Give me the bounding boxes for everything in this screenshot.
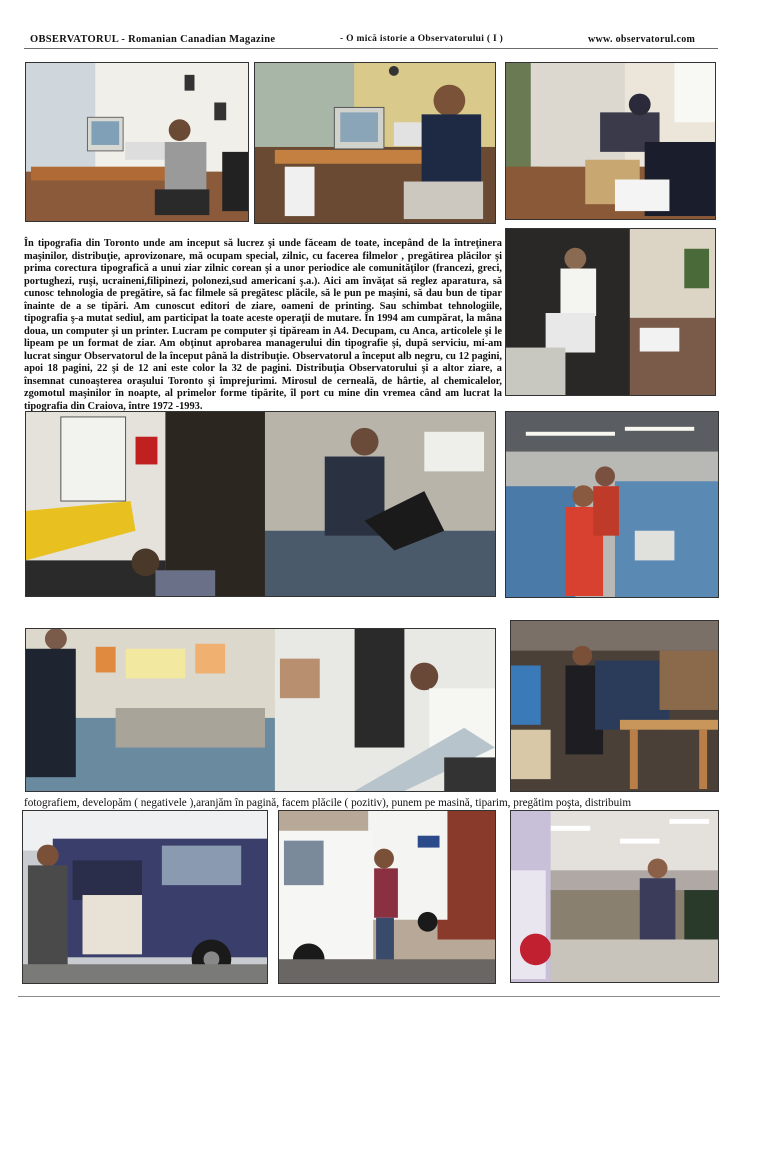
photo-light-tables-workers	[25, 628, 496, 792]
photo-caption: fotografiem, developăm ( negativele ),aranjăm în pagină, facem plăcile ( pozitiv), punem pe masină, tiparim, pregătim poşta, distribuim	[24, 797, 632, 809]
header-website: www. observatorul.com	[588, 34, 696, 45]
header-magazine-title: OBSERVATORUL - Romanian Canadian Magazine	[30, 34, 276, 45]
story-text: În tipografia din Toronto unde am inceput să lucrez şi unde făceam de toate, incepând de la întreţinera maşinilor, distribuţie, aprovizonare, mă ocupam special, zilnic, cu facerea filmelor , pregătirea plăcilor şi prima corectura tipografică a unui ziar zilnic corean şi a unor periodice ale comunităţilor (francezi, greci, portughezi, ruşi, ucraineni,filipinezi, polonezi,sud americani ş.a.). Aici am învăţat să reglez aparatura, să cunosc tehnologia de pregătire, să fac filmele să pregătesc plăcile, să le pun pe maşini, să dau bun de tipar înainte de a se tipări. Am cunoscut editori de ziare, oameni de printing. Sau schimbat tehnologiile, tipografia ş-a mutat sediul, am participat la toate aceste operaţii de mutare. În 1994 am cumpărat, la mâna doua, un computer şi un printer. Lucram pe computer şi tipăream in A4. Decupam, cu Anca, articolele şi le lipeam pe un format de ziar. Am obţinut aprobarea managerului din tipografie şi, după serviciu, mi-am lucrat singur Observatorul de la început până la distribuţie. Observatorul a început alb negru, cu 12 pagini, apoi 18 pagini, 22 şi de 12 ani este color la 32 de pagini. Distribuţia Observatorului şi a altor ziare, a însemnat cunoaşterea oraşului Toronto şi împrejurimi. Mirosul de cerneală, de hârtie, al chemicalelor, zgomotul maşinilor în noapte, al primelor forme tipărite, îl port cu mine din vremea când am lucrat la tipografia din Craiova, între 1972 -1993.	[24, 238, 502, 412]
photo-living-room-armchair	[505, 62, 716, 220]
photo-delivery-truck	[278, 810, 496, 984]
photo-office-man-at-desk	[254, 62, 496, 224]
photo-press-operators	[505, 411, 719, 598]
photo-office-computer-desk	[25, 62, 249, 222]
header-article-title: - O mică istorie a Observatorului ( I )	[340, 34, 504, 44]
photo-darkroom-plate-preparation	[25, 411, 496, 597]
photo-store-interior	[510, 810, 719, 983]
photo-printing-press-hall	[510, 620, 719, 792]
header-divider	[24, 48, 718, 49]
photo-delivery-van	[22, 810, 268, 984]
footer-divider	[18, 996, 720, 997]
photo-man-working-room	[505, 228, 716, 396]
